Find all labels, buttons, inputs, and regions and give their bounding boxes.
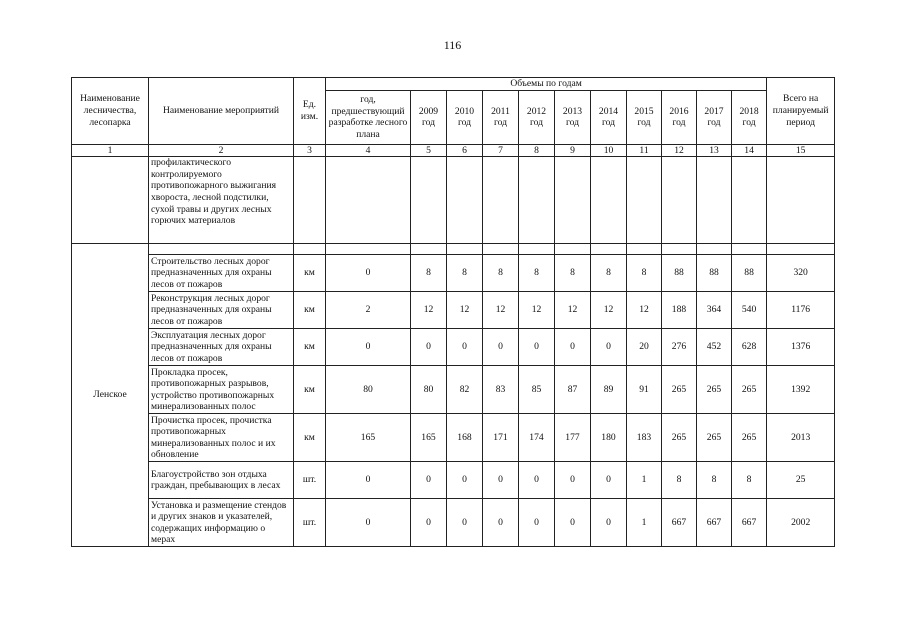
- value-cell: 452: [697, 329, 732, 366]
- column-number: 1: [72, 144, 149, 157]
- unit-cell: шт.: [294, 462, 326, 499]
- header-measures: Наименование мероприятий: [149, 78, 294, 145]
- column-number: 11: [627, 144, 662, 157]
- forestry-cell-empty: [72, 157, 149, 244]
- column-number: 4: [326, 144, 411, 157]
- column-number: 2: [149, 144, 294, 157]
- value-cell: 0: [326, 462, 411, 499]
- continued-measure-text: профилактического контролируемого противопожарного выжигания хвороста, лесной подстилки, сухой травы и других лесных горючих материалов: [149, 157, 294, 244]
- value-cell: 1: [627, 462, 662, 499]
- value-cell: 0: [447, 329, 483, 366]
- column-number: 10: [591, 144, 627, 157]
- value-cell: 8: [627, 255, 662, 292]
- value-cell: 0: [447, 462, 483, 499]
- value-cell: 12: [591, 292, 627, 329]
- value-cell: 0: [555, 499, 591, 547]
- value-cell: 540: [732, 292, 767, 329]
- column-number-row: [72, 144, 835, 157]
- value-cell: 265: [697, 414, 732, 462]
- value-cell: 0: [519, 329, 555, 366]
- measure-row: [72, 499, 835, 547]
- value-cell: 165: [326, 414, 411, 462]
- value-cell: 12: [447, 292, 483, 329]
- column-number: 7: [483, 144, 519, 157]
- value-cell: 12: [519, 292, 555, 329]
- total-value: 1176: [767, 292, 835, 329]
- value-cell: 89: [591, 366, 627, 414]
- value-cell: 0: [326, 499, 411, 547]
- measure-row: [72, 366, 835, 414]
- measure-name: Прокладка просек, противопожарных разрывов, устройство противопожарных минерализованных полос: [149, 366, 294, 414]
- value-cell: 8: [697, 462, 732, 499]
- value-cell: 0: [483, 329, 519, 366]
- total-value: 1376: [767, 329, 835, 366]
- value-cell: 12: [483, 292, 519, 329]
- header-year: 2011 год: [483, 90, 519, 144]
- value-cell: 80: [411, 366, 447, 414]
- value-cell: 0: [447, 499, 483, 547]
- value-cell: 12: [555, 292, 591, 329]
- value-cell: 88: [697, 255, 732, 292]
- column-number: 3: [294, 144, 326, 157]
- value-cell: 177: [555, 414, 591, 462]
- measure-name: Благоустройство зон отдыха граждан, пребывающих в лесах: [149, 462, 294, 499]
- value-cell: 265: [732, 366, 767, 414]
- value-cell: 0: [555, 329, 591, 366]
- value-cell: 265: [662, 414, 697, 462]
- unit-cell: км: [294, 255, 326, 292]
- header-year: 2017 год: [697, 90, 732, 144]
- value-cell: 276: [662, 329, 697, 366]
- header-total: Всего на планируемый период: [767, 78, 835, 145]
- column-number: 12: [662, 144, 697, 157]
- value-cell: 174: [519, 414, 555, 462]
- header-year: 2010 год: [447, 90, 483, 144]
- column-number: 6: [447, 144, 483, 157]
- value-cell: 667: [662, 499, 697, 547]
- value-cell: 2: [326, 292, 411, 329]
- value-cell: 8: [519, 255, 555, 292]
- page-number: 116: [443, 38, 462, 52]
- total-value: 1392: [767, 366, 835, 414]
- measure-row: [72, 414, 835, 462]
- value-cell: 0: [591, 462, 627, 499]
- continued-row: [72, 157, 835, 244]
- measure-name: Установка и размещение стендов и других знаков и указателей, содержащих информацию о мерах: [149, 499, 294, 547]
- value-cell: 0: [411, 329, 447, 366]
- value-cell: 83: [483, 366, 519, 414]
- value-cell: 0: [519, 499, 555, 547]
- value-cell: 265: [732, 414, 767, 462]
- measure-row: [72, 292, 835, 329]
- header-forestry: Наименование лесничества, лесопарка: [72, 78, 149, 145]
- value-cell: 667: [732, 499, 767, 547]
- value-cell: 265: [697, 366, 732, 414]
- measure-row: [72, 255, 835, 292]
- value-cell: 0: [591, 329, 627, 366]
- measure-row: [72, 329, 835, 366]
- value-cell: 8: [732, 462, 767, 499]
- measure-row: [72, 462, 835, 499]
- total-value: 320: [767, 255, 835, 292]
- value-cell: 8: [591, 255, 627, 292]
- value-cell: 188: [662, 292, 697, 329]
- column-number: 5: [411, 144, 447, 157]
- header-year: 2012 год: [519, 90, 555, 144]
- measure-name: Прочистка просек, прочистка противопожарных минерализованных полос и их обновление: [149, 414, 294, 462]
- value-cell: 0: [519, 462, 555, 499]
- value-cell: 8: [483, 255, 519, 292]
- value-cell: 168: [447, 414, 483, 462]
- value-cell: 8: [662, 462, 697, 499]
- column-number: 9: [555, 144, 591, 157]
- value-cell: 12: [627, 292, 662, 329]
- value-cell: 165: [411, 414, 447, 462]
- total-value: 2013: [767, 414, 835, 462]
- value-cell: 91: [627, 366, 662, 414]
- header-year: 2015 год: [627, 90, 662, 144]
- value-cell: 88: [732, 255, 767, 292]
- unit-cell: км: [294, 414, 326, 462]
- measure-name: Реконструкция лесных дорог предназначенных для охраны лесов от пожаров: [149, 292, 294, 329]
- measure-name: Строительство лесных дорог предназначенных для охраны лесов от пожаров: [149, 255, 294, 292]
- value-cell: 20: [627, 329, 662, 366]
- value-cell: 12: [411, 292, 447, 329]
- header-volumes-by-year: Объемы по годам: [326, 78, 767, 91]
- value-cell: 0: [555, 462, 591, 499]
- total-value: 2002: [767, 499, 835, 547]
- value-cell: 180: [591, 414, 627, 462]
- value-cell: 667: [697, 499, 732, 547]
- value-cell: 0: [483, 462, 519, 499]
- value-cell: 0: [483, 499, 519, 547]
- value-cell: 183: [627, 414, 662, 462]
- value-cell: 0: [411, 499, 447, 547]
- measure-name: Эксплуатация лесных дорог предназначенных для охраны лесов от пожаров: [149, 329, 294, 366]
- total-value: 25: [767, 462, 835, 499]
- value-cell: 8: [555, 255, 591, 292]
- header-year: 2018 год: [732, 90, 767, 144]
- value-cell: 265: [662, 366, 697, 414]
- unit-cell: км: [294, 292, 326, 329]
- value-cell: 0: [326, 255, 411, 292]
- value-cell: 88: [662, 255, 697, 292]
- value-cell: 628: [732, 329, 767, 366]
- value-cell: 8: [411, 255, 447, 292]
- value-cell: 8: [447, 255, 483, 292]
- header-unit: Ед. изм.: [294, 78, 326, 145]
- value-cell: 0: [411, 462, 447, 499]
- value-cell: 0: [591, 499, 627, 547]
- column-number: 14: [732, 144, 767, 157]
- value-cell: 80: [326, 366, 411, 414]
- header-year: 2014 год: [591, 90, 627, 144]
- forest-fire-measures-table: [71, 77, 835, 547]
- column-number: 15: [767, 144, 835, 157]
- header-previous-year: год, предшествующий разработке лесного плана: [326, 90, 411, 144]
- value-cell: 85: [519, 366, 555, 414]
- value-cell: 364: [697, 292, 732, 329]
- header-year: 2013 год: [555, 90, 591, 144]
- value-cell: 0: [326, 329, 411, 366]
- unit-cell: км: [294, 329, 326, 366]
- header-year: 2009 год: [411, 90, 447, 144]
- value-cell: 87: [555, 366, 591, 414]
- header-year: 2016 год: [662, 90, 697, 144]
- value-cell: 171: [483, 414, 519, 462]
- column-number: 8: [519, 144, 555, 157]
- column-number: 13: [697, 144, 732, 157]
- unit-cell: км: [294, 366, 326, 414]
- forestry-name: Ленское: [72, 244, 149, 547]
- unit-cell: шт.: [294, 499, 326, 547]
- spacer-row: [72, 244, 835, 255]
- value-cell: 82: [447, 366, 483, 414]
- value-cell: 1: [627, 499, 662, 547]
